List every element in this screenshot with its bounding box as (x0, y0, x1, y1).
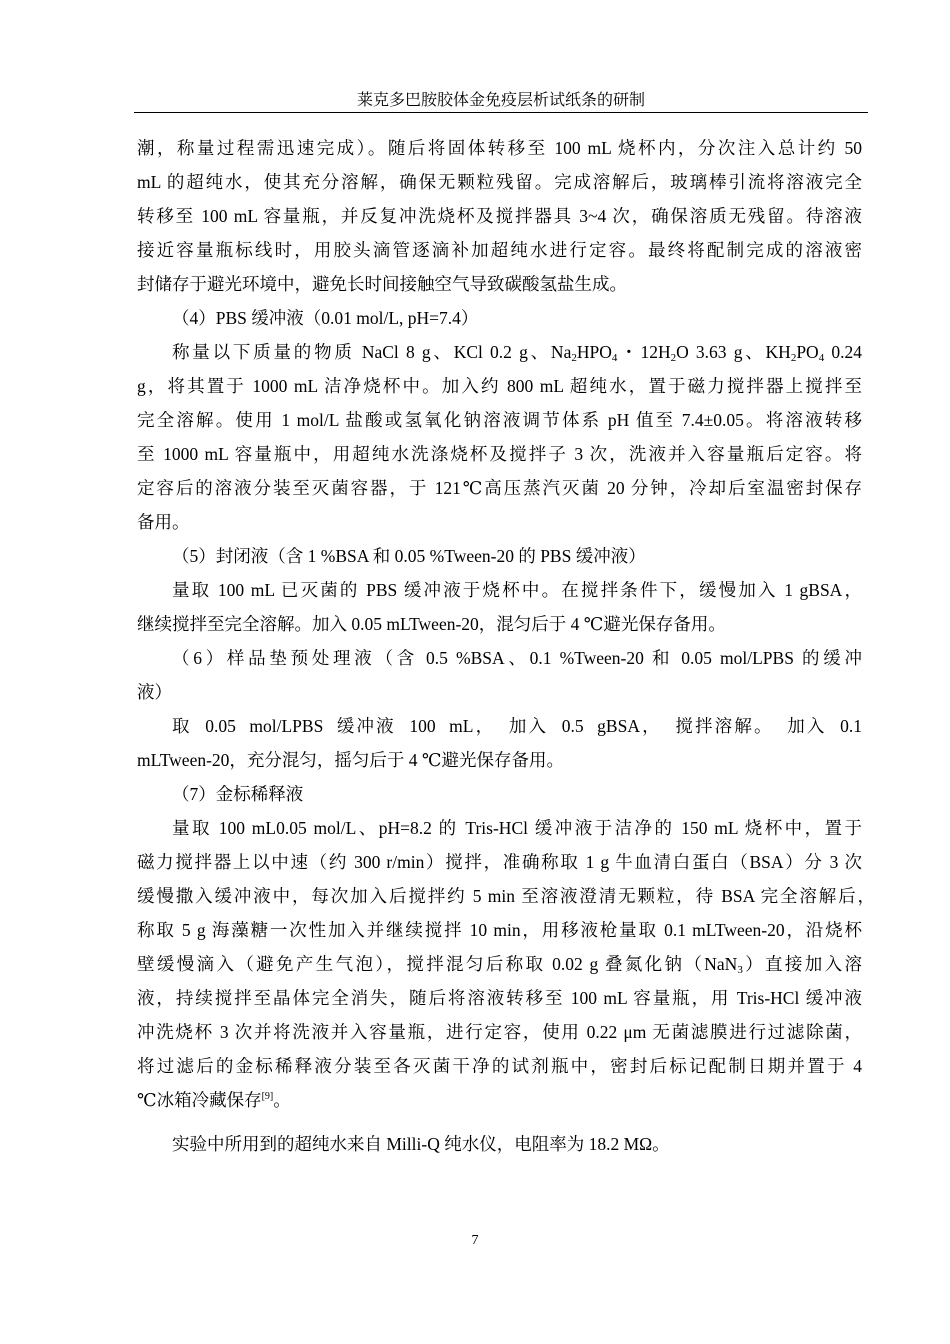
running-header: 莱克多巴胺胶体金免疫层析试纸条的研制 (356, 92, 645, 109)
body-line: 封储存于避光环境中，避免长时间接触空气导致碳酸氢盐生成。 (137, 274, 627, 294)
body-line: 磁力搅拌器上以中速（约 300 r/min）搅拌，准确称取 1 g 牛血清白蛋白（BSA）分 3 次 (137, 852, 862, 872)
body-line: 量取 100 mL 已灭菌的 PBS 缓冲液于烧杯中。在搅拌条件下，缓慢加入 1 gBSA， (172, 580, 862, 600)
body-line: 将过滤后的金标稀释液分装至各灭菌干净的试剂瓶中，密封后标记配制日期并置于 4 (137, 1056, 862, 1076)
body-line: 潮，称量过程需迅速完成）。随后将固体转移至 100 mL 烧杯内，分次注入总计约 50 (137, 138, 862, 158)
body-line: 液，持续搅拌至晶体完全消失，随后将溶液转移至 100 mL 容量瓶，用 Tris-HCl 缓冲液 (137, 988, 862, 1008)
body-line: 取 0.05 mol/LPBS 缓冲液 100 mL， 加入 0.5 gBSA， 搅拌溶解。 加入 0.1 (172, 716, 862, 736)
section-heading-cont: 液） (137, 682, 172, 702)
body-line: 实验中所用到的超纯水来自 Milli-Q 纯水仪，电阻率为 18.2 MΩ。 (172, 1134, 670, 1154)
body-line: mL 的超纯水，使其充分溶解，确保无颗粒残留。完成溶解后，玻璃棒引流将溶液完全 (137, 172, 862, 192)
body-line: 接近容量瓶标线时，用胶头滴管逐滴补加超纯水进行定容。最终将配制完成的溶液密 (137, 240, 862, 260)
body-line-formula: 称量以下质量的物质 NaCl 8 g、KCl 0.2 g、$Na_2HPO_4$・$12H_2O$ 3.63 g、$KH_2PO_4$ 0.24 (172, 342, 862, 364)
body-line: 备用。 (137, 512, 190, 532)
body-line: 称取 5 g 海藻糖一次性加入并继续搅拌 10 min，用移液枪量取 0.1 mLTween-20，沿烧杯 (137, 920, 862, 940)
body-line: g，将其置于 1000 mL 洁净烧杯中。加入约 800 mL 超纯水，置于磁力搅拌器上搅拌至 (137, 376, 862, 396)
body-line: 继续搅拌至完全溶解。加入 0.05 mLTween-20，混匀后于 4 ℃避光保存备用。 (137, 614, 726, 634)
section-heading-blocking: （5）封闭液（含 1 %BSA 和 0.05 %Tween-20 的 PBS 缓冲液） (172, 546, 646, 566)
body-line: mLTween-20，充分混匀，摇匀后于 4 ℃避光保存备用。 (137, 750, 564, 770)
body-line: 至 1000 mL 容量瓶中，用超纯水洗涤烧杯及搅拌子 3 次，洗液并入容量瓶后定容。将 (137, 444, 862, 464)
body-line-citation: ℃冰箱冷藏保存[9]。 (137, 1090, 291, 1110)
section-heading-pbs: （4）PBS 缓冲液（0.01 mol/L, pH=7.4） (172, 308, 479, 328)
body-line: 完全溶解。使用 1 mol/L 盐酸或氢氧化钠溶液调节体系 pH 值至 7.4±0.05。将溶液转移 (137, 410, 862, 430)
body-line: 缓慢撒入缓冲液中，每次加入后搅拌约 5 min 至溶液澄清无颗粒，待 BSA 完全溶解后， (137, 886, 875, 906)
header-rule (134, 112, 868, 113)
body-line-formula: 壁缓慢滴入（避免产生气泡），搅拌混匀后称取 0.02 g 叠氮化钠（NaN$_3$）直接加入溶 (137, 954, 863, 976)
page-number: 7 (471, 1233, 479, 1248)
body-line: 量取 100 mL0.05 mol/L、pH=8.2 的 Tris-HCl 缓冲液于洁净的 150 mL 烧杯中，置于 (172, 818, 862, 838)
body-line: 冲洗烧杯 3 次并将洗液并入容量瓶，进行定容，使用 0.22 μm 无菌滤膜进行过滤除菌， (137, 1022, 862, 1042)
body-line: 定容后的溶液分装至灭菌容器，于 121℃高压蒸汽灭菌 20 分钟，冷却后室温密封保存 (137, 478, 862, 498)
body-line: 转移至 100 mL 容量瓶，并反复冲洗烧杯及搅拌器具 3~4 次，确保溶质无残留。待溶液 (137, 206, 862, 226)
citation-ref[interactable]: [9] (261, 1091, 274, 1102)
section-heading-sample-pad: （6）样品垫预处理液（含 0.5 %BSA、0.1 %Tween-20 和 0.05 mol/LPBS 的缓冲 (172, 648, 862, 668)
section-heading-diluent: （7）金标稀释液 (172, 784, 304, 804)
